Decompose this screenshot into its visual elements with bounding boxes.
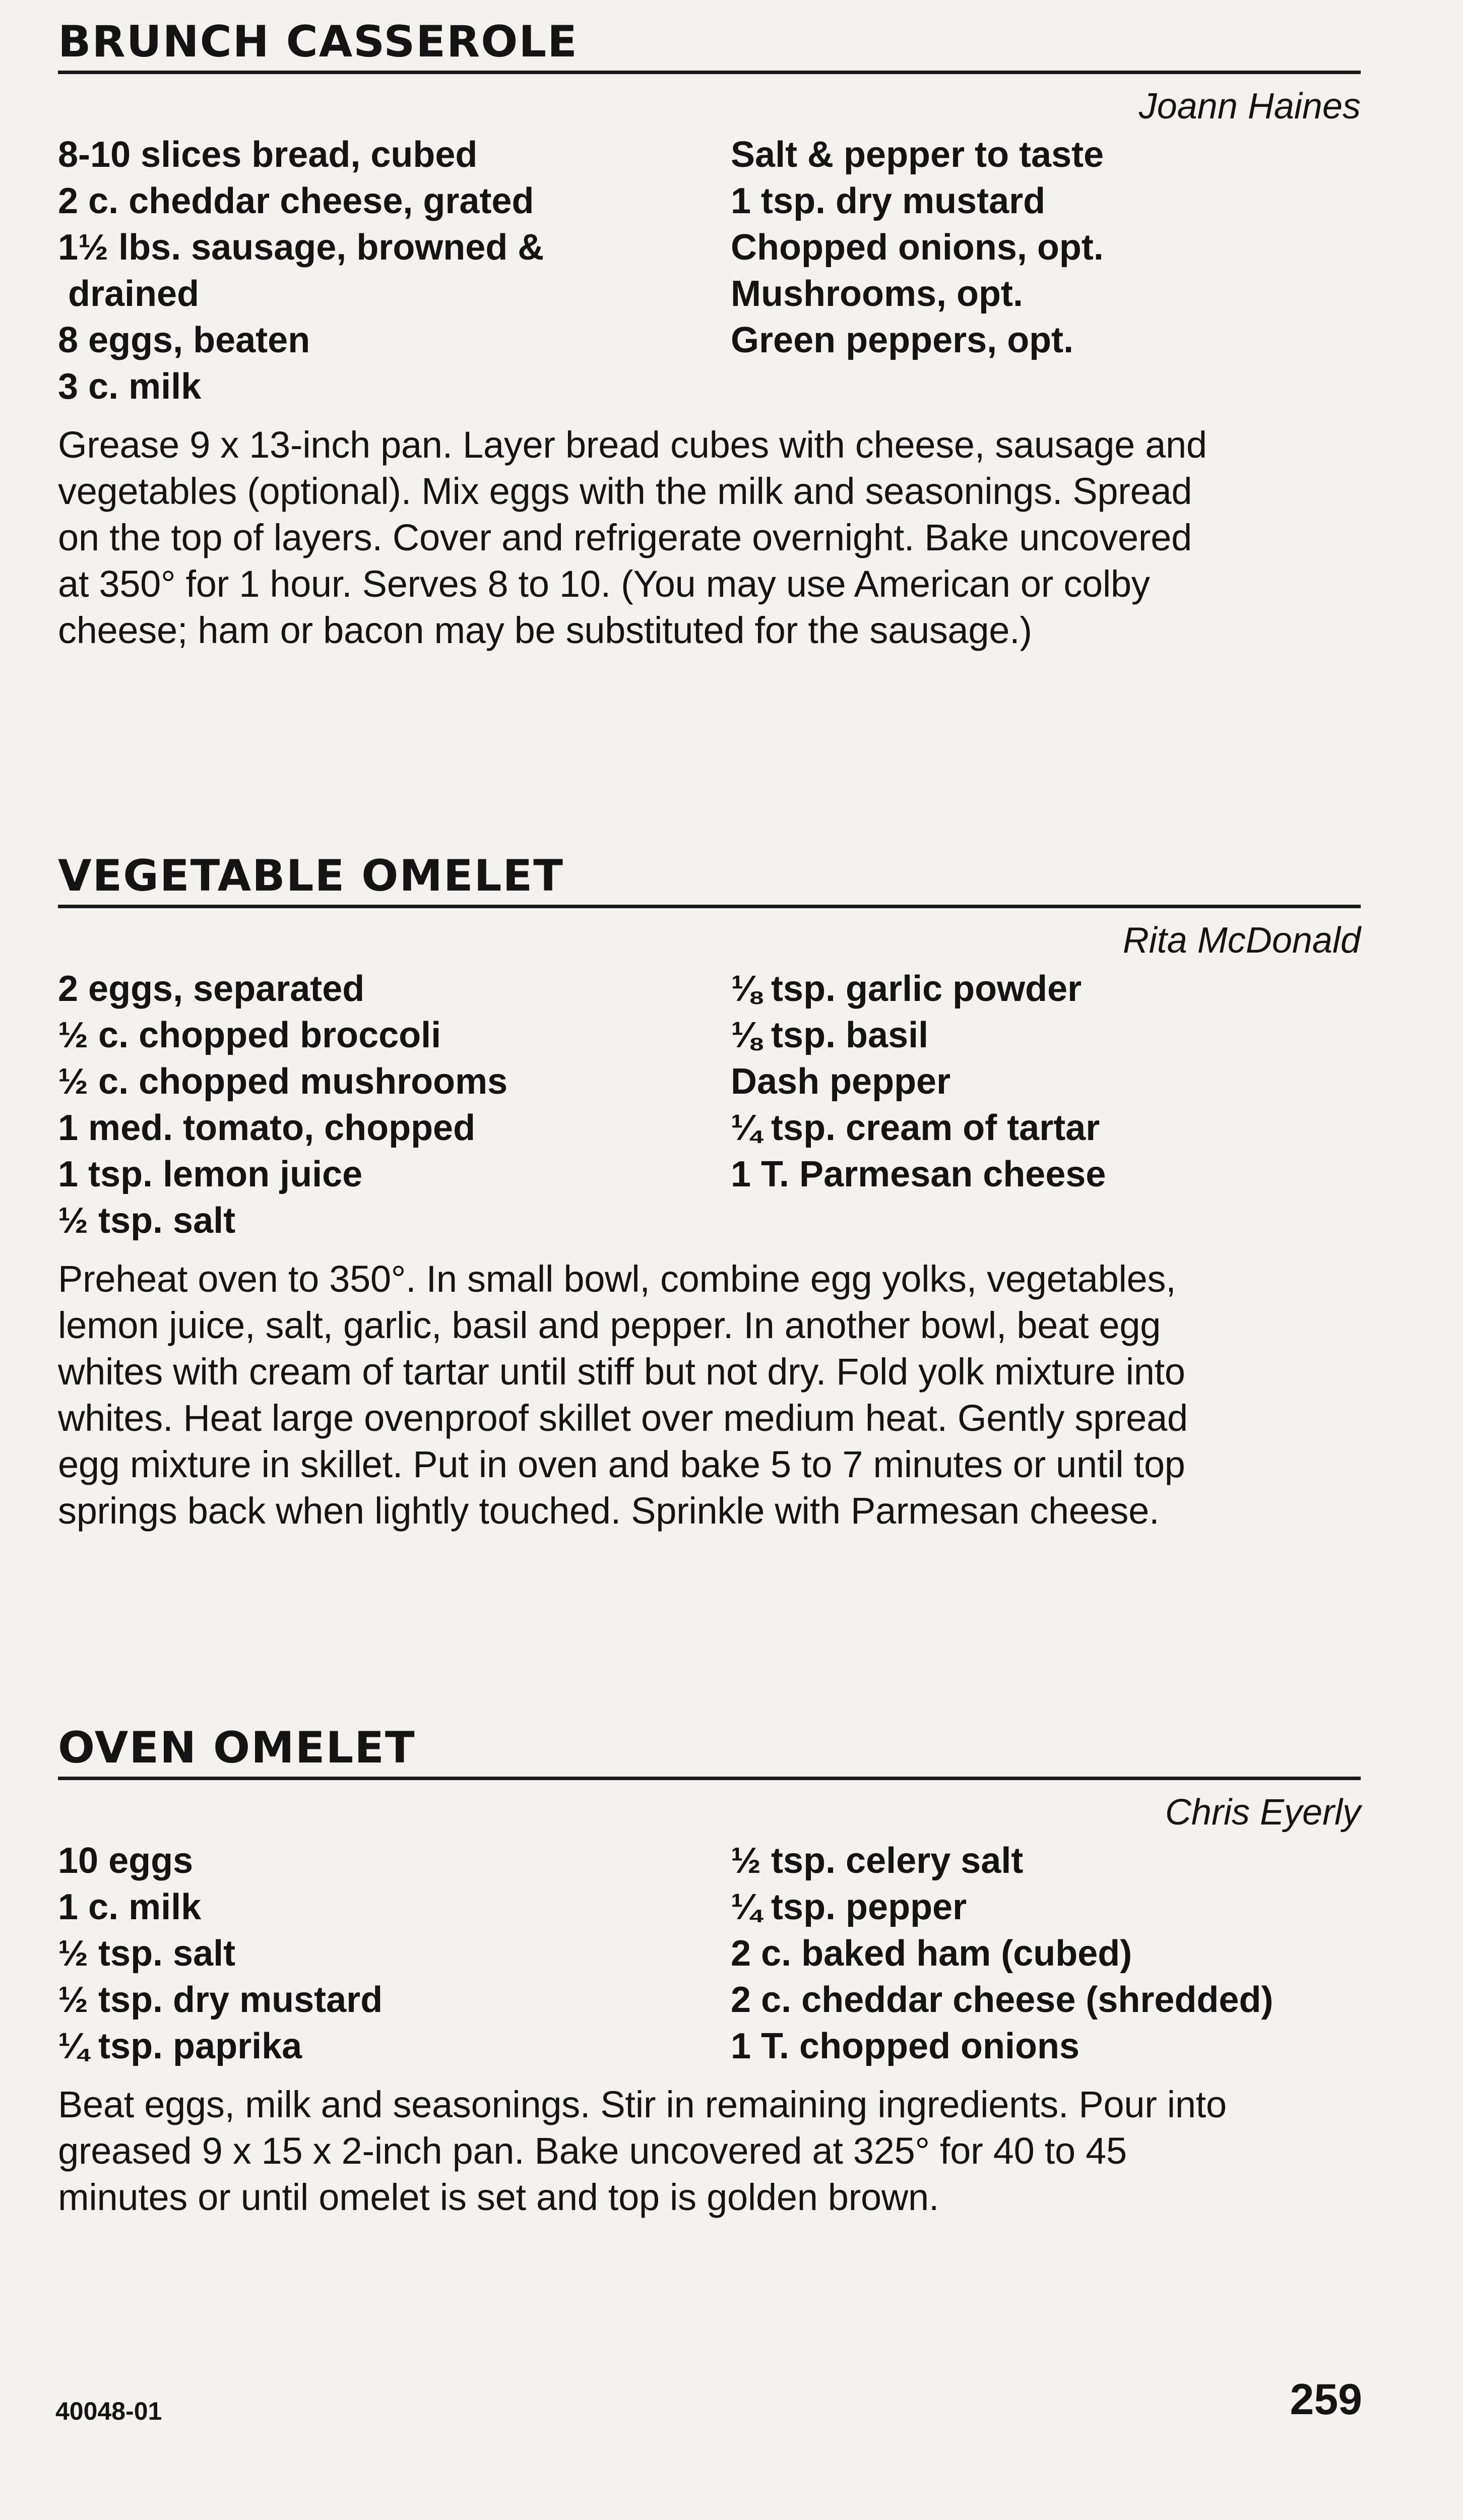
ingredient-list [58, 1838, 1361, 2069]
ingredient: ¼ tsp. paprika [58, 2026, 302, 2066]
recipe-vegetable-omelet [58, 851, 1361, 1534]
ingredient: Green peppers, opt. [731, 320, 1074, 360]
directions-line: cheese; ham or bacon may be substituted for the sausage.) [58, 609, 1032, 651]
ingredient: 1 T. Parmesan cheese [731, 1154, 1106, 1194]
directions-line: Grease 9 x 13-inch pan. Layer bread cubes with cheese, sausage and [58, 424, 1207, 466]
recipe-brunch-casserole [58, 17, 1361, 654]
directions-line: Beat eggs, milk and seasonings. Stir in remaining ingredients. Pour into [58, 2084, 1227, 2125]
ingredient: ⅛ tsp. garlic powder [731, 969, 1082, 1009]
ingredient: 2 c. baked ham (cubed) [731, 1933, 1132, 1974]
ingredient: ¼ tsp. cream of tartar [731, 1108, 1100, 1148]
ingredient: ½ tsp. salt [58, 1201, 236, 1241]
recipe-author: Rita McDonald [1122, 920, 1361, 961]
directions-line: Preheat oven to 350°. In small bowl, combine egg yolks, vegetables, [58, 1258, 1176, 1300]
recipe-title: BRUNCH CASSEROLE [58, 20, 1361, 74]
recipe-directions [58, 1256, 1361, 1534]
directions-line: greased 9 x 15 x 2-inch pan. Bake uncovered at 325° for 40 to 45 [58, 2130, 1127, 2172]
ingredient: 1 tsp. dry mustard [731, 181, 1046, 221]
page-number: 259 [1290, 2375, 1362, 2424]
ingredient: 2 eggs, separated [58, 969, 365, 1009]
directions-line: at 350° for 1 hour. Serves 8 to 10. (You may use American or colby [58, 563, 1150, 605]
ingredient: ⅛ tsp. basil [731, 1015, 929, 1055]
ingredient-column-right [731, 1838, 1361, 2069]
recipe-directions [58, 422, 1361, 654]
ingredient: Salt & pepper to taste [731, 135, 1104, 175]
ingredient-list [58, 132, 1361, 410]
ingredient-column-left [58, 1838, 731, 2069]
ingredient: 1½ lbs. sausage, browned & [58, 227, 544, 268]
ingredient: 1 tsp. lemon juice [58, 1154, 363, 1194]
ingredient-column-right [731, 966, 1361, 1244]
ingredient: 2 c. cheddar cheese (shredded) [731, 1980, 1274, 2020]
ingredient-column-left [58, 132, 731, 410]
ingredient: 8-10 slices bread, cubed [58, 135, 478, 175]
directions-line: minutes or until omelet is set and top is golden brown. [58, 2176, 939, 2218]
recipe-author: Chris Eyerly [1165, 1792, 1361, 1833]
ingredient: 1 med. tomato, chopped [58, 1108, 476, 1148]
directions-line: lemon juice, salt, garlic, basil and pepper. In another bowl, beat egg [58, 1304, 1161, 1346]
ingredient: ½ tsp. salt [58, 1933, 236, 1974]
directions-line: whites. Heat large ovenproof skillet over medium heat. Gently spread [58, 1397, 1188, 1439]
ingredient-column-left [58, 966, 731, 1244]
directions-line: egg mixture in skillet. Put in oven and bake 5 to 7 minutes or until top [58, 1443, 1185, 1485]
ingredient: Dash pepper [731, 1061, 951, 1102]
ingredient: 3 c. milk [58, 366, 202, 407]
recipe-title: OVEN OMELET [58, 1726, 1361, 1780]
ingredient-list [58, 966, 1361, 1244]
recipe-directions [58, 2082, 1361, 2221]
ingredient: ½ c. chopped mushrooms [58, 1061, 508, 1102]
directions-line: on the top of layers. Cover and refrigerate overnight. Bake uncovered [58, 517, 1192, 558]
ingredient: 10 eggs [58, 1841, 194, 1881]
ingredient: 1 c. milk [58, 1887, 202, 1927]
ingredient: ½ c. chopped broccoli [58, 1015, 441, 1055]
recipe-title: VEGETABLE OMELET [58, 854, 1361, 908]
directions-line: vegetables (optional). Mix eggs with the milk and seasonings. Spread [58, 470, 1192, 512]
ingredient: 8 eggs, beaten [58, 320, 310, 360]
directions-line: whites with cream of tartar until stiff but not dry. Fold yolk mixture into [58, 1351, 1185, 1393]
ingredient: 2 c. cheddar cheese, grated [58, 181, 534, 221]
ingredient: Chopped onions, opt. [731, 227, 1104, 268]
ingredient: ½ tsp. dry mustard [58, 1980, 383, 2020]
footer-code: 40048-01 [55, 2397, 162, 2425]
ingredient-column-right [731, 132, 1361, 410]
ingredient: ½ tsp. celery salt [731, 1841, 1024, 1881]
recipe-author: Joann Haines [1138, 86, 1361, 127]
directions-line: springs back when lightly touched. Sprinkle with Parmesan cheese. [58, 1490, 1160, 1532]
ingredient: drained [58, 274, 200, 314]
ingredient: Mushrooms, opt. [731, 274, 1023, 314]
ingredient: ¼ tsp. pepper [731, 1887, 967, 1927]
ingredient: 1 T. chopped onions [731, 2026, 1080, 2066]
recipe-oven-omelet [58, 1723, 1361, 2221]
